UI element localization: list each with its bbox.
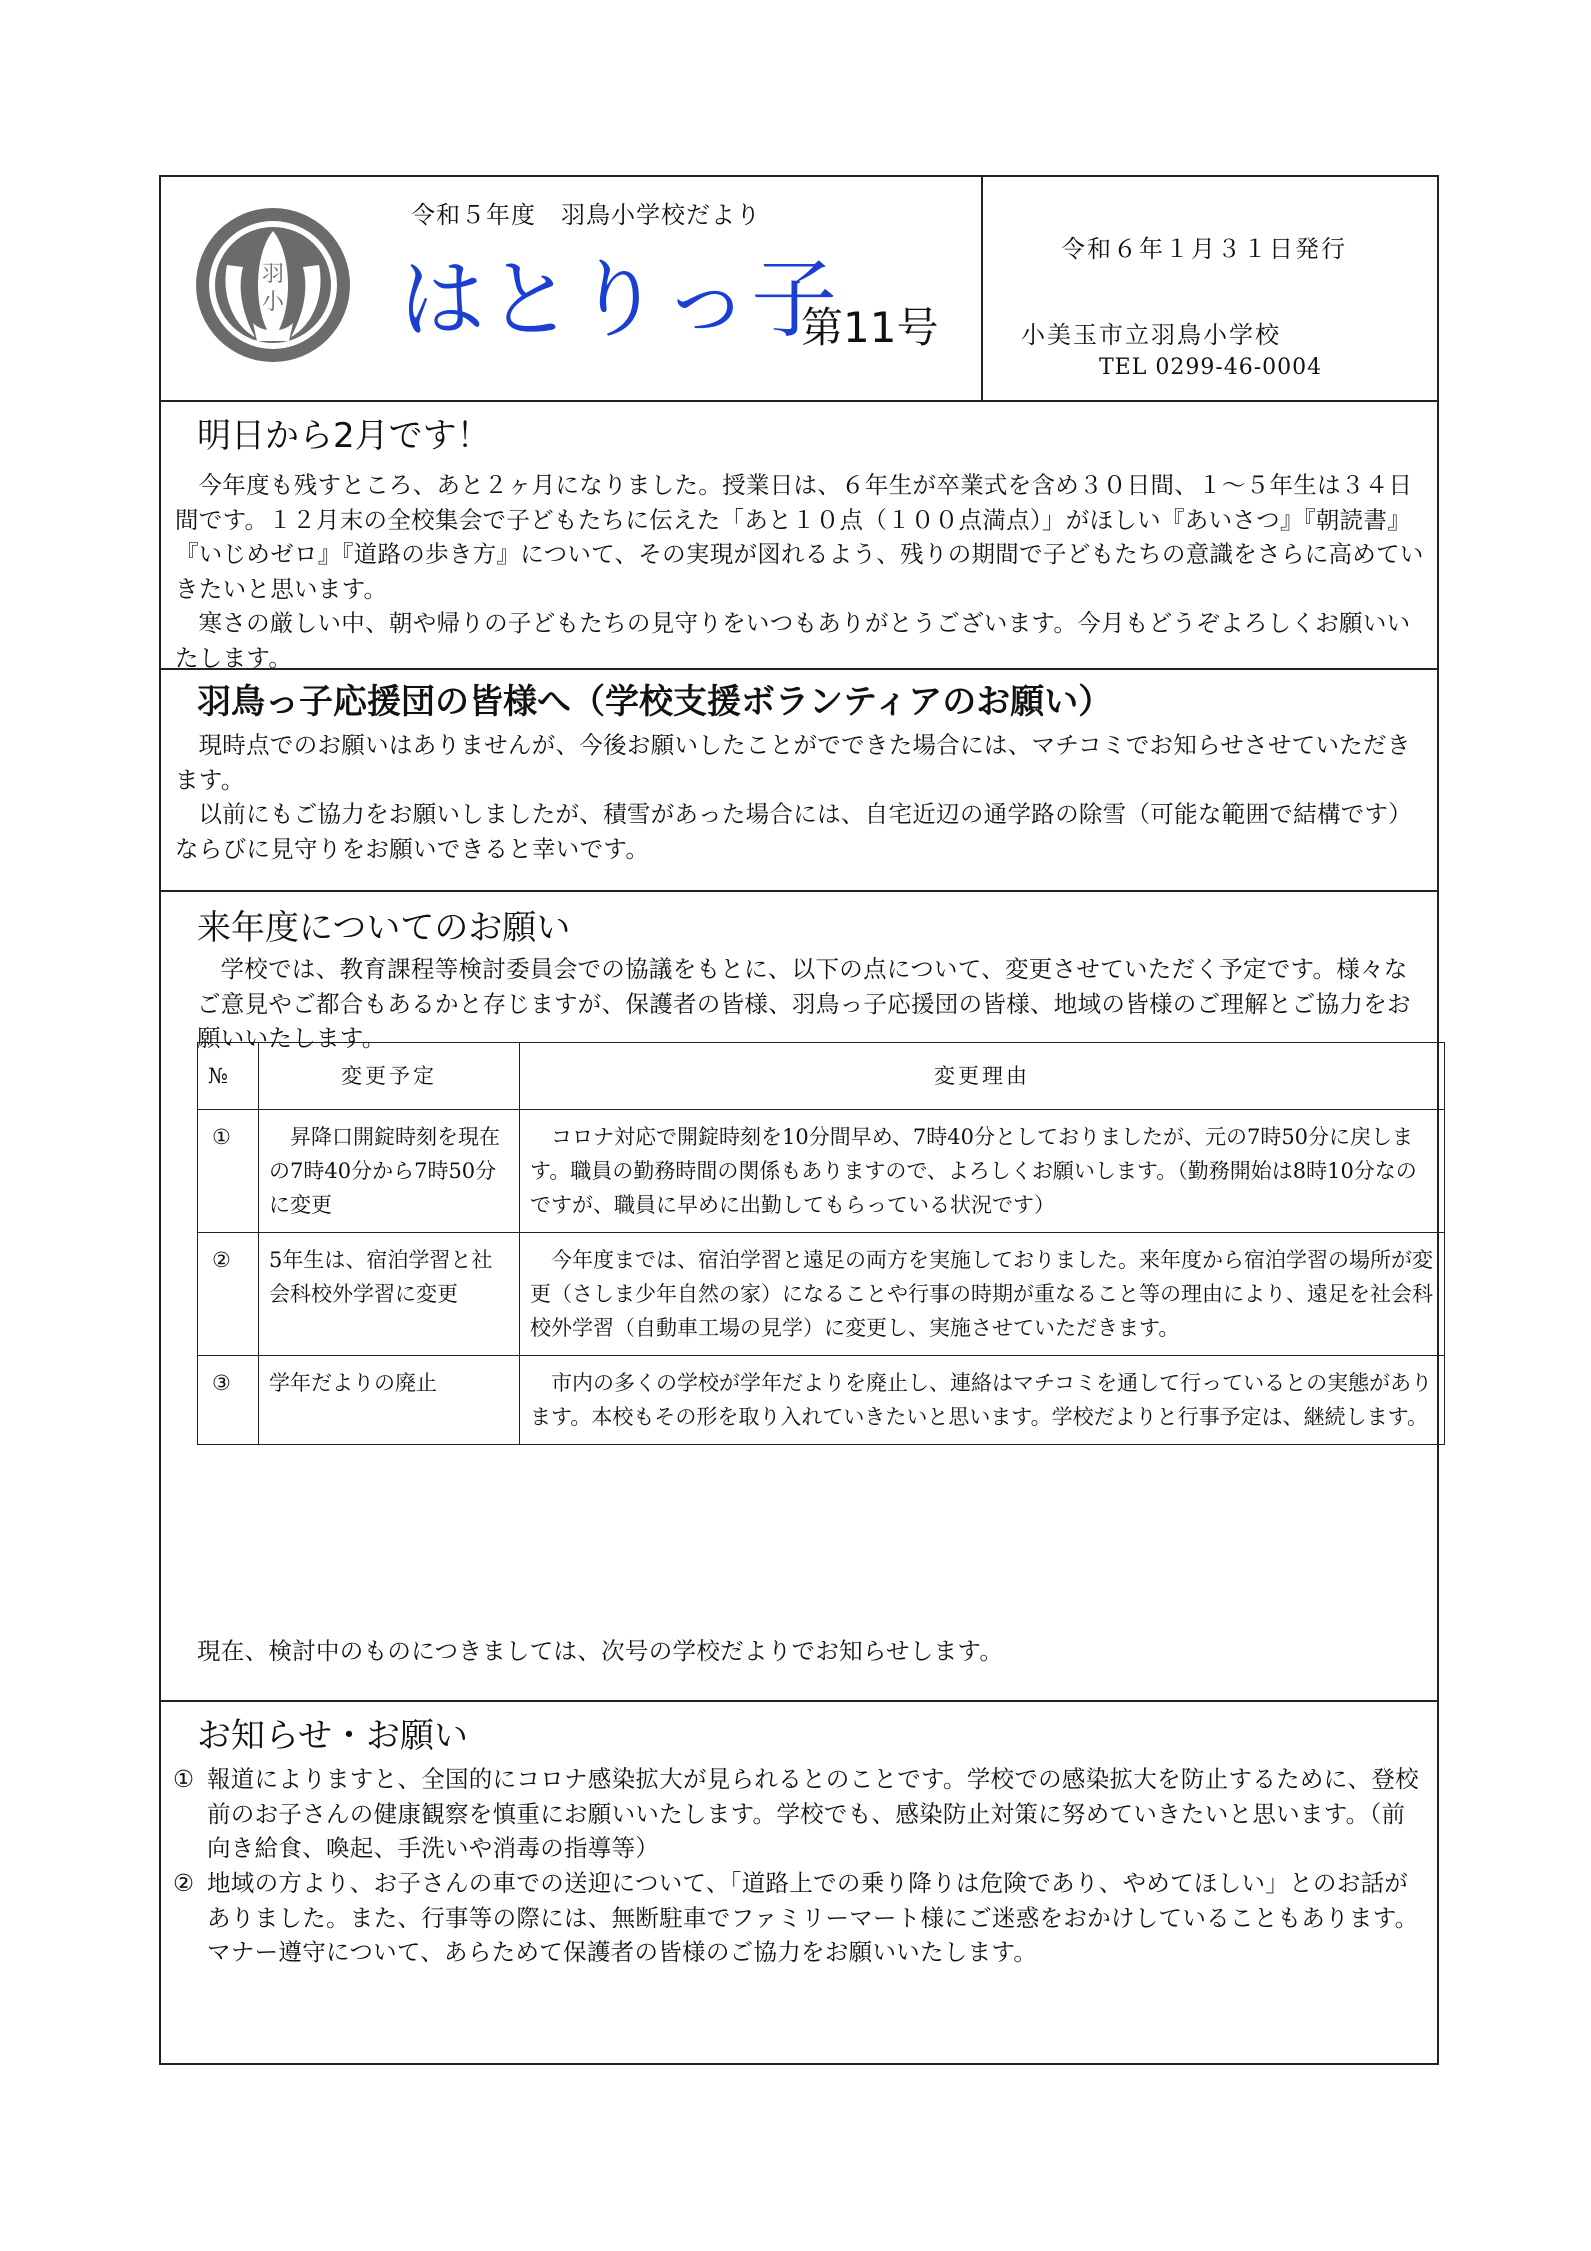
row-reason: 市内の多くの学校が学年だよりを廃止し、連絡はマチコミを通して行っているとの実態があります。本校もその形を取り入れていきたいと思います。学校だよりと行事予定は、継続します。 — [520, 1356, 1445, 1445]
paragraph: 寒さの厳しい中、朝や帰りの子どもたちの見守りをいつもありがとうございます。今月もどうぞよろしくお願いいたします。 — [175, 609, 1411, 672]
school-name: 小美玉市立羽鳥小学校 — [1021, 321, 1281, 349]
paragraph: 学校では、教育課程等検討委員会での協議をもとに、以下の点について、変更させていただく予定です。様々なご意見やご都合もあるかと存じますが、保護者の皆様、羽鳥っ子応援団の皆様、地域の皆様のご理解とご協力をお願いいたします。 — [197, 955, 1411, 1052]
list-item-text: 地域の方より、お子さんの車での送迎について、「道路上での乗り降りは危険であり、やめてほしい」とのお話がありました。また、行事等の際には、無断駐車でファミリーマート様にご迷惑をおかけしていることもあります。マナー遵守について、あらためて保護者の皆様のご協力をお願いいたします。 — [207, 1869, 1419, 1966]
list-item — [171, 1762, 1427, 1866]
seal-char-2: 小 — [261, 290, 285, 315]
table-row — [198, 1233, 1445, 1356]
list-item — [171, 1866, 1427, 1970]
section-next-year — [161, 892, 1437, 1702]
newsletter-frame — [159, 175, 1439, 2065]
paragraph: 現時点でのお願いはありませんが、今後お願いしたことがでできた場合には、マチコミでお知らせさせていただきます。 — [175, 731, 1411, 794]
column-header-no: № — [198, 1043, 259, 1110]
paragraph: 以前にもご協力をお願いしましたが、積雪があった場合には、自宅近辺の通学路の除雪（可能な範囲で結構です）ならびに見守りをお願いできると幸いです。 — [175, 800, 1413, 863]
table-row — [198, 1356, 1445, 1445]
changes-table — [197, 1042, 1445, 1445]
header-divider — [981, 177, 983, 400]
row-number: ① — [198, 1110, 259, 1233]
row-plan: 学年だよりの廃止 — [259, 1356, 520, 1445]
school-seal-logo — [193, 205, 353, 365]
section-title: 羽鳥っ子応援団の皆様へ（学校支援ボランティアのお願い） — [197, 682, 1113, 722]
row-plan: 5年生は、宿泊学習と社会科校外学習に変更 — [259, 1233, 520, 1356]
issue-number: 第11号 — [801, 303, 939, 352]
table-row — [198, 1110, 1445, 1233]
row-reason: 今年度までは、宿泊学習と遠足の両方を実施しておりました。来年度から宿泊学習の場所が変更（さしま少年自然の家）になることや行事の時期が重なること等の理由により、遠足を社会科校外学習（自動車工場の見学）に変更し、実施させていただきます。 — [520, 1233, 1445, 1356]
section-title: 明日から2月です！ — [197, 416, 491, 456]
paragraph: 今年度も残すところ、あと２ヶ月になりました。授業日は、６年生が卒業式を含め３０日間、１～５年生は３４日間です。１２月末の全校集会で子どもたちに伝えた「あと１０点（１００点満点）」がほしい『あいさつ』『朝読書』『いじめゼロ』『道路の歩き方』について、その実現が図れるよう、残りの期間で子どもたちの意識をさらに高めていきたいと思います。 — [175, 471, 1424, 603]
section-volunteers — [161, 670, 1437, 892]
section-title: お知らせ・お願い — [197, 1716, 468, 1756]
list-marker: ① — [173, 1765, 195, 1793]
newsletter-header — [161, 177, 1437, 402]
section-february — [161, 402, 1437, 670]
table-closing-note: 現在、検討中のものにつきましては、次号の学校だよりでお知らせします。 — [197, 1637, 1004, 1665]
section-notices — [161, 1702, 1437, 2063]
school-phone: TEL 0299-46-0004 — [1099, 355, 1323, 380]
table-header-row — [198, 1043, 1445, 1110]
list-marker: ② — [173, 1869, 195, 1897]
newsletter-masthead: はとりっ子 — [399, 250, 839, 350]
newsletter-subtitle: 令和５年度 羽鳥小学校だより — [411, 201, 761, 229]
row-reason: コロナ対応で開錠時刻を10分間早め、7時40分としておりましたが、元の7時50分に戻します。職員の勤務時間の関係もありますので、よろしくお願いします。（勤務開始は8時10分なのですが、職員に早めに出勤してもらっている状況です） — [520, 1110, 1445, 1233]
column-header-plan: 変更予定 — [259, 1043, 520, 1110]
row-plan: 昇降口開錠時刻を現在の7時40分から7時50分に変更 — [259, 1110, 520, 1233]
row-number: ② — [198, 1233, 259, 1356]
section-title: 来年度についてのお願い — [197, 908, 571, 948]
seal-char-1: 羽 — [261, 262, 285, 287]
list-item-text: 報道によりますと、全国的にコロナ感染拡大が見られるとのことです。学校での感染拡大を防止するために、登校前のお子さんの健康観察を慎重にお願いいたします。学校でも、感染防止対策に努めていきたいと思います。（前向き給食、喚起、手洗いや消毒の指導等） — [207, 1765, 1419, 1862]
row-number: ③ — [198, 1356, 259, 1445]
issue-date: 令和６年１月３１日発行 — [1061, 235, 1347, 263]
column-header-reason: 変更理由 — [520, 1043, 1445, 1110]
